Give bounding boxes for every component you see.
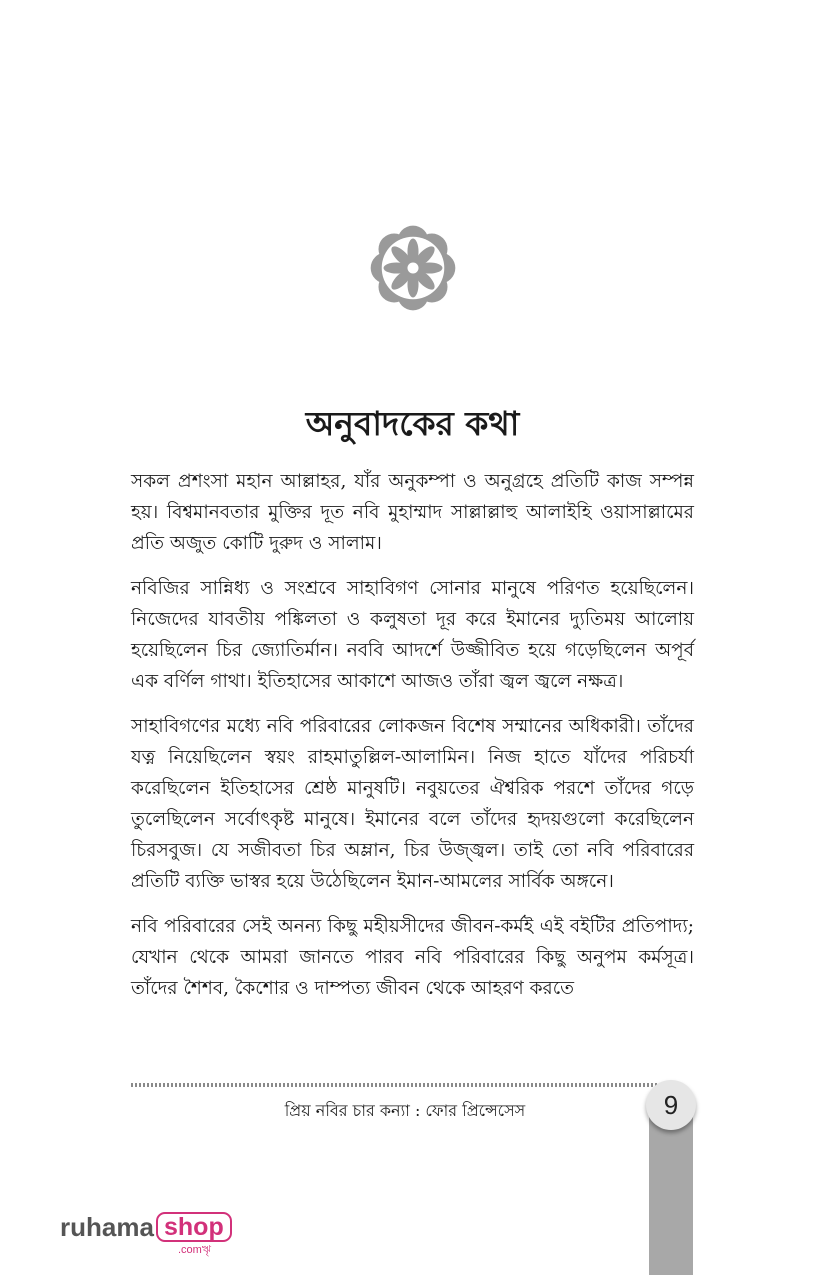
logo-brand-text: ruhama xyxy=(60,1212,154,1242)
footer-book-title: প্রিয় নবির চার কন্যা : ফোর প্রিন্সেসেস xyxy=(284,1101,526,1120)
paragraph-1: সকল প্রশংসা মহান আল্লাহর, যাঁর অনুকম্পা ও অনুগ্রহে প্রতিটি কাজ সম্পন্ন হয়। বিশ্বমানবতার মুক্তির দূত নবি মুহাম্মাদ সাল্লাল্লাহু আলাইহি ওয়াসাল্লামের প্রতি অজুত কোটি দুরুদ ও সালাম। xyxy=(131,471,694,554)
paragraph-2: নবিজির সান্নিধ্য ও সংশ্রবে সাহাবিগণ সোনার মানুষে পরিণত হয়েছিলেন। নিজেদের যাবতীয় পঙ্কিলতা ও কলুষতা দূর করে ইমানের দ্যুতিময় আলোয় হয়েছিলেন চির জ্যোতির্মান। নববি আদর্শে উজ্জীবিত হয়ে গড়েছিলেন অপূর্ব এক বর্ণিল গাথা। ইতিহাসের আকাশে আজও তাঁরা জ্বল জ্বলে নক্ষত্র। xyxy=(131,578,694,692)
paragraph-3: সাহাবিগণের মধ্যে নবি পরিবারের লোকজন বিশেষ সম্মানের অধিকারী। তাঁদের যত্ন নিয়েছিলেন স্বয়ং রাহমাতুল্লিল-আলামিন। নিজ হাতে যাঁদের পরিচর্যা করেছিলেন ইতিহাসের শ্রেষ্ঠ মানুষটি। নবুয়তের ঐশ্বরিক পরশে তাঁদের গড়ে তুলেছিলেন সর্বোৎকৃষ্ট মানুষে। ইমানের বলে তাঁদের হৃদয়গুলো করেছিলেন চিরসবুজ। যে সজীবতা চির অম্লান, চির উজ্জ্বল। তাই তো নবি পরিবারের প্রতিটি ব্যক্তি ভাস্বর হয়ে উঠেছিলেন ইমান-আমলের সার্বিক অঙ্গনে। xyxy=(131,716,694,892)
page-title: অনুবাদকের কথা xyxy=(305,404,520,443)
logo-domain-text: .comৠ xyxy=(178,1244,211,1256)
flower-ornament-icon xyxy=(367,222,459,314)
logo-shop-box xyxy=(156,1212,232,1242)
body-text xyxy=(131,466,694,1018)
footer-divider xyxy=(131,1083,661,1087)
paragraph-4: নবি পরিবারের সেই অনন্য কিছু মহীয়সীদের জীবন-কর্মই এই বইটির প্রতিপাদ্য; যেখান থেকে আমরা জানতে পারব নবি পরিবারের কিছু অনুপম কর্মসূত্র। তাঁদের শৈশব, কৈশোর ও দাম্পত্য জীবন থেকে আহরণ করতে xyxy=(131,916,694,999)
page-number: 9 xyxy=(646,1080,696,1130)
logo-shop-text: shop xyxy=(164,1213,224,1241)
